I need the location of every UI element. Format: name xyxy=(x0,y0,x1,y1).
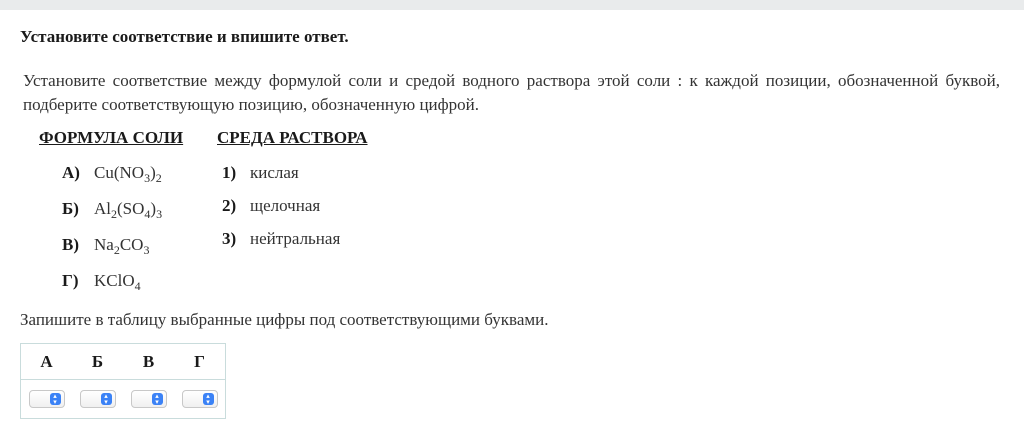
formula-letter: А) xyxy=(62,163,80,182)
answer-cell-a xyxy=(21,380,73,419)
answer-select-v[interactable] xyxy=(131,390,167,408)
formula-text: $Al_2(SO_4)_3$ xyxy=(94,199,163,221)
answer-header-b: Б xyxy=(72,344,123,380)
formula-letter: Б) xyxy=(62,199,79,218)
answer-table-header-row xyxy=(21,344,226,380)
updown-chevron-icon: ▴ ▾ xyxy=(101,393,112,405)
updown-chevron-icon: ▴ ▾ xyxy=(203,393,214,405)
answer-cell-v xyxy=(123,380,174,419)
medium-number: 3) xyxy=(222,229,237,248)
formula-item-a xyxy=(62,163,162,183)
updown-chevron-icon: ▴ ▾ xyxy=(152,393,163,405)
answer-select-g[interactable] xyxy=(182,390,218,408)
answer-select-a[interactable] xyxy=(29,390,65,408)
medium-item-2 xyxy=(222,196,320,216)
answer-cell-b xyxy=(72,380,123,419)
task-instruction: Установите соответствие между формулой соли и средой водного раствора этой соли : к каждой позиции, обозначенной буквой, подберите соответствующую позицию, обозначенную цифрой. xyxy=(23,71,1000,114)
formula-letter: Г) xyxy=(62,271,79,290)
updown-chevron-icon: ▴ ▾ xyxy=(50,393,61,405)
medium-item-1 xyxy=(222,163,299,183)
answer-table xyxy=(20,343,226,419)
formula-item-g xyxy=(62,271,141,291)
task-heading: Установите соответствие и впишите ответ. xyxy=(20,27,349,46)
formula-letter: В) xyxy=(62,235,79,254)
top-bar xyxy=(0,0,1024,10)
medium-item-3 xyxy=(222,229,340,249)
answer-select-b[interactable] xyxy=(80,390,116,408)
formula-text: $Na_2CO_3$ xyxy=(94,235,150,257)
medium-number: 2) xyxy=(222,196,237,215)
answer-header-a: А xyxy=(21,344,73,380)
medium-column-header: СРЕДА РАСТВОРА xyxy=(217,128,368,147)
answer-prompt: Запишите в таблицу выбранные цифры под соответствующими буквами. xyxy=(20,310,549,329)
formula-item-b xyxy=(62,199,162,219)
medium-label: нейтральная xyxy=(250,229,341,248)
formula-item-v xyxy=(62,235,149,255)
answer-header-v: В xyxy=(123,344,174,380)
formula-text: $Cu(NO_3)_2$ xyxy=(94,163,162,185)
answer-table-select-row xyxy=(21,380,226,419)
answer-cell-g xyxy=(174,380,226,419)
formula-text: KClO$_4$ xyxy=(94,271,141,293)
medium-label: щелочная xyxy=(250,196,321,215)
formula-column-header: ФОРМУЛА СОЛИ xyxy=(39,128,184,147)
medium-label: кислая xyxy=(250,163,299,182)
medium-number: 1) xyxy=(222,163,237,182)
answer-header-g: Г xyxy=(174,344,226,380)
